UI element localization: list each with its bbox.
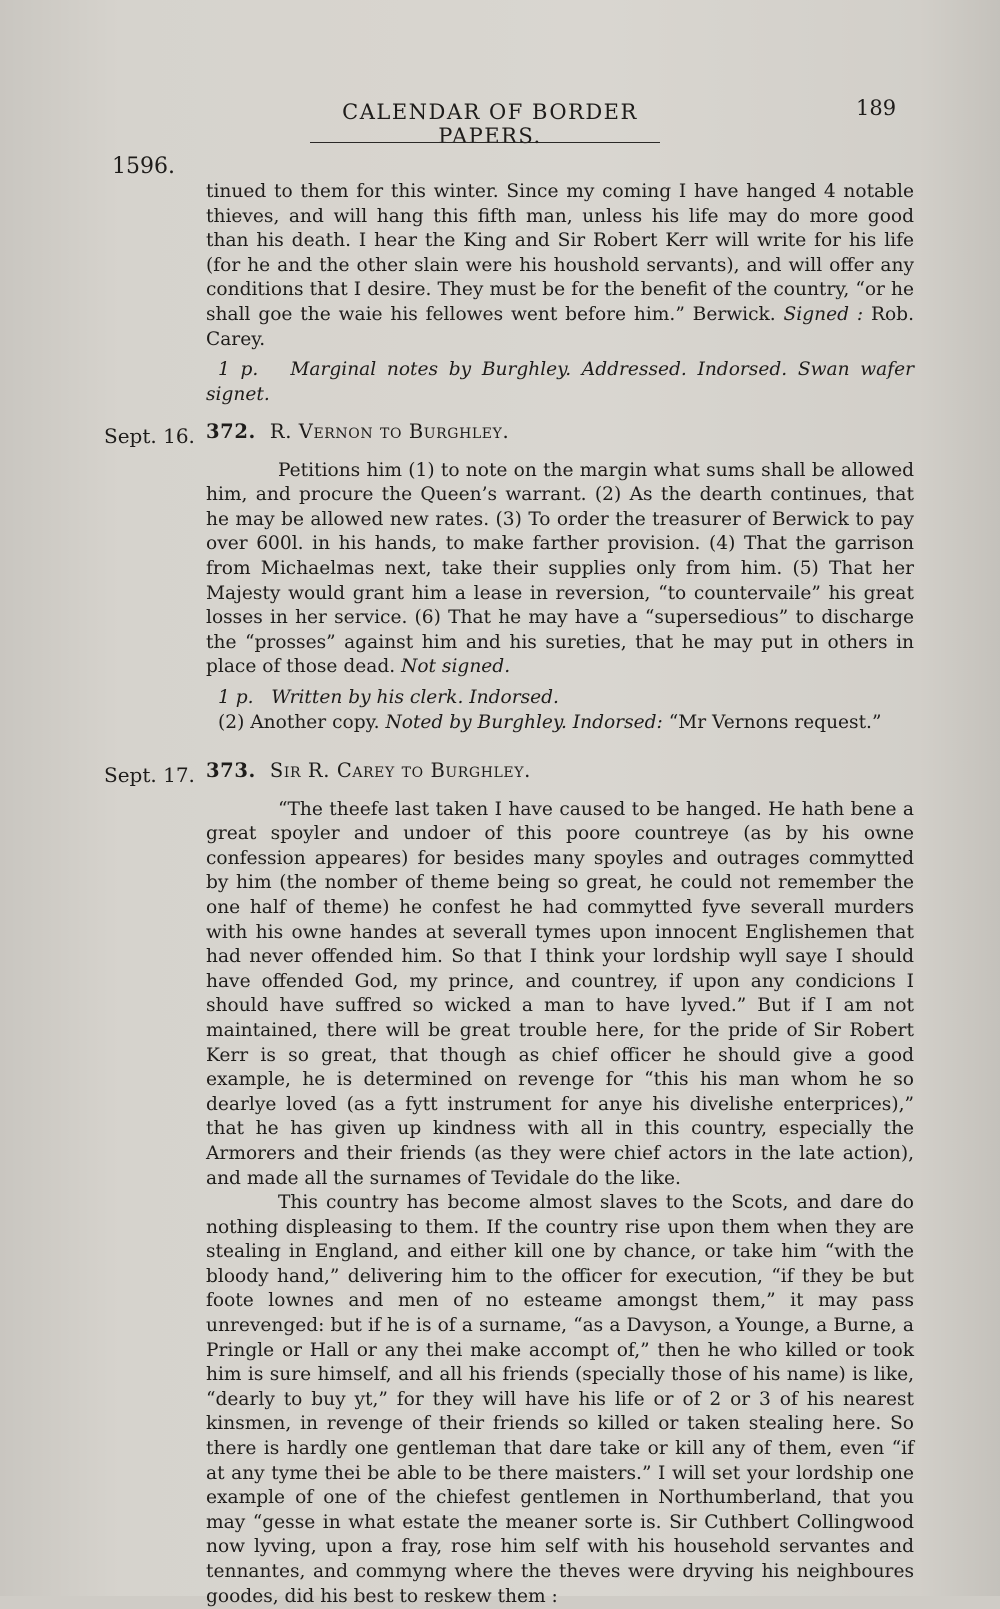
entry-373 xyxy=(206,759,914,1609)
signed-label: Signed : xyxy=(783,303,864,325)
entry-373-title: Sir R. Carey to Burghley. xyxy=(269,759,531,782)
entry-372-title: R. Vernon to Burghley. xyxy=(269,420,510,443)
entry-372-number: 372. xyxy=(206,420,256,443)
entry-372-heading xyxy=(206,420,914,445)
entry-373-number: 373. xyxy=(206,759,256,782)
continued-entry xyxy=(206,180,914,407)
continued-note: 1 p. Marginal notes by Burghley. Addressed. Indorsed. Swan wafer signet. xyxy=(206,359,914,405)
header-rule xyxy=(310,142,660,143)
entry-373-heading xyxy=(206,759,914,784)
entry-372-note-2: (2) Another copy. Noted by Burghley. Indorsed: “Mr Vernons request.” xyxy=(218,711,882,733)
entry-373-paragraph-1: “The theefe last taken I have caused to be hanged. He hath bene a great spoyler and undoer of this poore countreye (as by his owne confession appeares) for besides many spoyles and outrages commytted by him (the nomber of theme being so great, he could not remember the one half of theme) he confest he had commytted fyve severall murders with his owne handes at severall tymes upon innocent Englishemen that had never offended him. So that I think your lordship wyll saye I should have offended God, my prince, and countrey, if upon any condicions I should have suffred so wicked a man to have lyved.” But if I am not maintained, there will be great trouble here, for the pride of Sir Robert Kerr is so great, that though as chief officer he should give a good example, he is determined on revenge for “this his man whom he so dearlye loved (as a fytt instrument for anye his divelishe enterprices),” that he has given up kindness with all in this country, especially the Armorers and their friends (as they were chief actors in the late action), and made all the surnames of Tevidale do the like. xyxy=(206,798,914,1189)
entry-372 xyxy=(206,420,914,735)
signer: Rob. Carey. xyxy=(206,303,914,350)
margin-date-372: Sept. 16. xyxy=(104,424,195,448)
not-signed: Not signed. xyxy=(401,656,511,678)
running-title: CALENDAR OF BORDER PAPERS. xyxy=(342,100,638,148)
margin-year: 1596. xyxy=(112,154,175,179)
page-number: 189 xyxy=(856,96,897,120)
entry-372-note-1: 1 p. Written by his clerk. Indorsed. xyxy=(218,686,559,708)
entry-372-text: Petitions him (1) to note on the margin what sums shall be allowed him, and procure the Queen’s warrant. (2) As the dearth continues, that he may be allowed new rates. (3) To order the treasurer of Berwick to pay over 600l. in his hands, to make farther provision. (4) That the garrison from Michaelmas next, take their supplies only from him. (5) That her Majesty would grant him a lease in reversion, “to countervaile” his great losses in her service. (6) That he may have a “supersedious” to discharge the “prosses” against him and his sureties, that he may put in others in place of those dead. Not signed. xyxy=(206,459,914,678)
continued-text: tinued to them for this winter. Since my coming I have hanged 4 notable thieves, and will hang this fifth man, unless his life may do more good than his death. I hear the King and Sir Robert Kerr will write for his life (for he and the other slain were his houshold servants), and will offer any conditions that I desire. They must be for the benefit of the country, “or he shall goe the waie his fellowes went before him.” Berwick. Signed : Rob. Carey. xyxy=(206,181,914,350)
margin-date-373: Sept. 17. xyxy=(104,763,195,787)
entry-373-paragraph-2: This country has become almost slaves to the Scots, and dare do nothing displeasing to them. If the country rise upon them when they are stealing in England, and either kill one by chance, or take him “with the bloody hand,” delivering him to the officer for execution, “if they be but foote lownes and men of no esteame amongst them,” it may pass unrevenged: but if he is of a surname, “as a Davyson, a Younge, a Burne, a Pringle or Hall or any thei make accompt of,” then he who killed or took him is sure himself, and all his friends (specially those of his name) is like, “dearly to buy yt,” for they will have his life or of 2 or 3 of his nearest kinsmen, in revenge of their friends so killed or taken stealing here. So there is hardly one gentleman that dare take or kill any of them, even “if at any tyme thei be able to be there maisters.” I will set your lordship one example of one of the chiefest gentlemen in Northumberland, that you may “gesse in what estate the meaner sorte is. Sir Cuthbert Collingwood now lyving, upon a fray, rose him self with his household servantes and tennantes, and commyng where the theves were dryving his neighboures goodes, did his best to reskew them : xyxy=(206,1192,914,1607)
